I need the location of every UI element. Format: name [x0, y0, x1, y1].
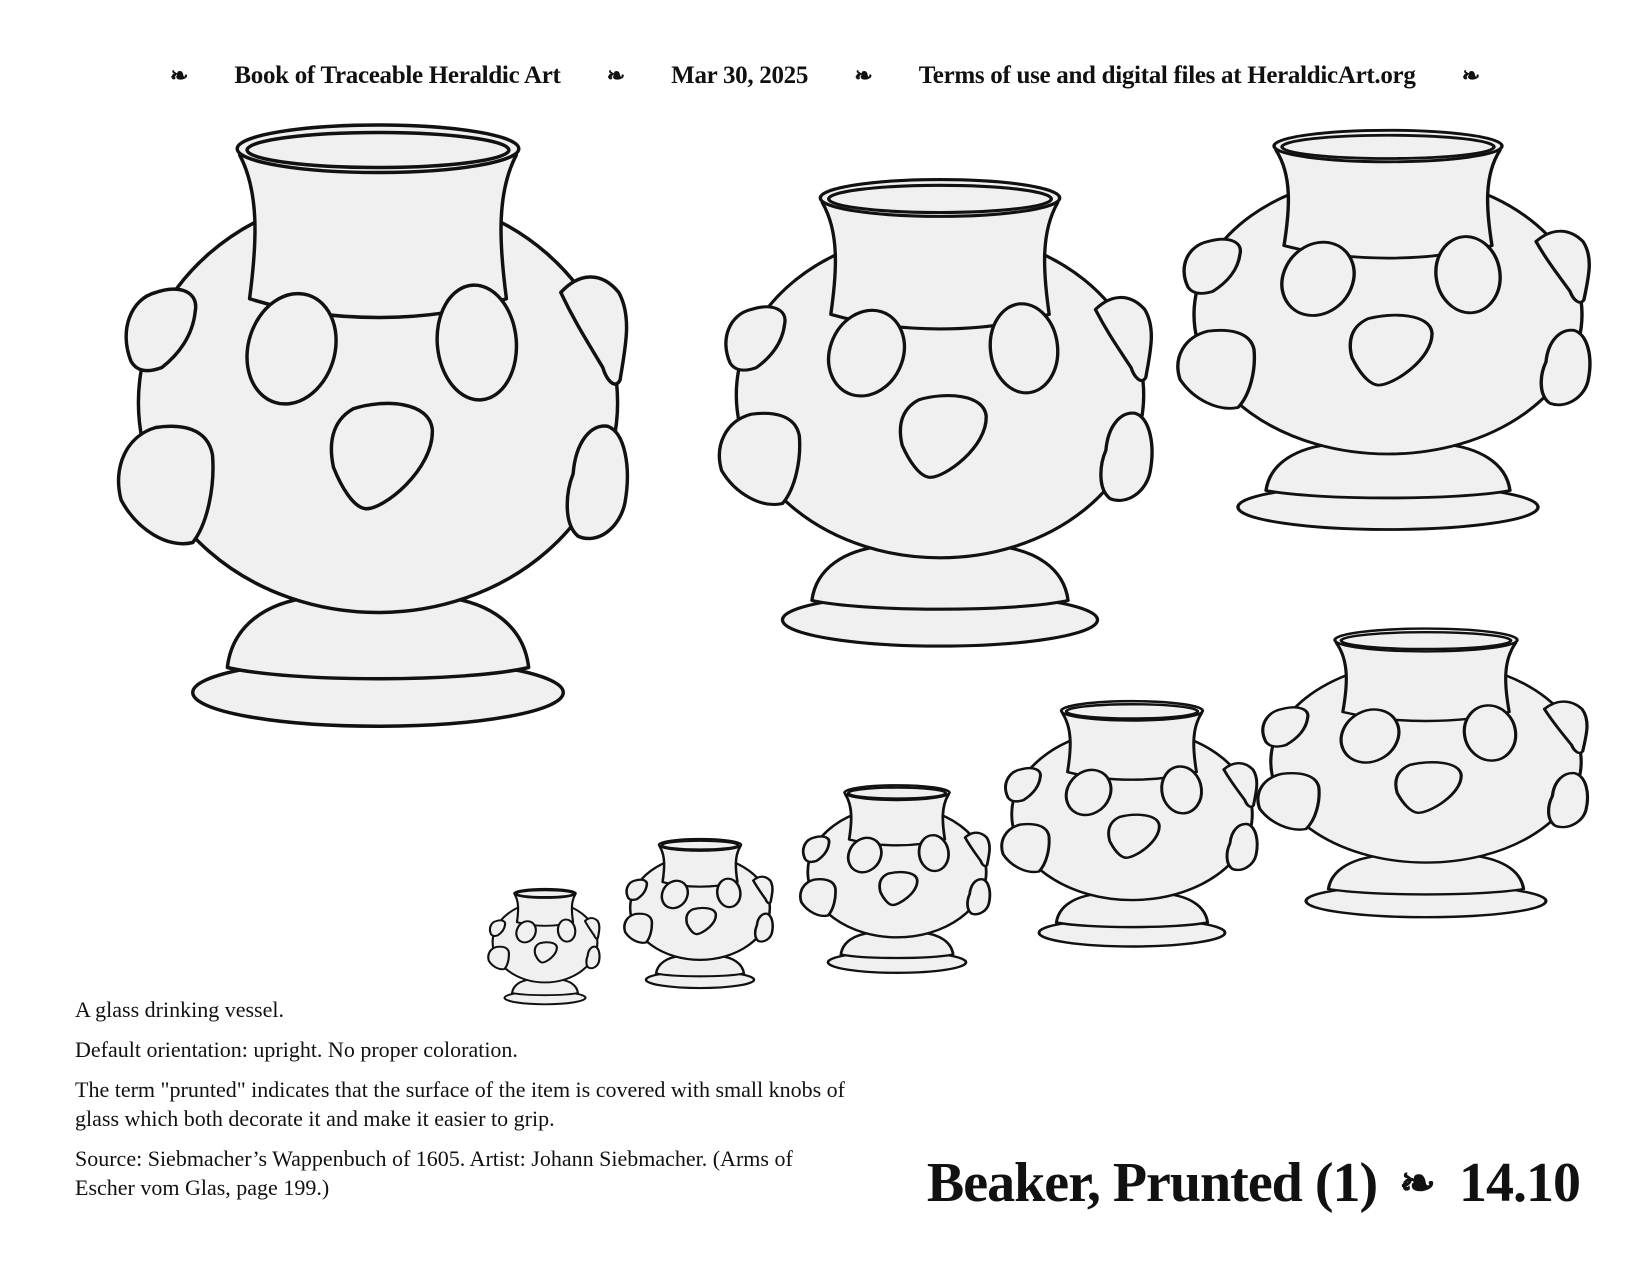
beaker-upper-right	[1178, 130, 1590, 529]
fleuron-icon: ❧	[854, 63, 873, 88]
fleuron-icon: ❧	[170, 63, 189, 88]
fleuron-icon: ❧	[1461, 63, 1480, 88]
beaker-upper-middle	[719, 180, 1152, 647]
terms-of-use: Terms of use and digital files at HeraldicArt.org	[918, 62, 1416, 89]
beaker-large	[119, 125, 628, 726]
beaker-lower-right	[1258, 629, 1588, 918]
orientation-note: Default orientation: upright. No proper coloration.	[75, 1037, 518, 1062]
book-title: Book of Traceable Heraldic Art	[234, 62, 561, 89]
beaker-smaller	[624, 839, 772, 988]
beaker-small	[800, 785, 990, 973]
beaker-medium	[1002, 701, 1257, 946]
description	[75, 995, 855, 1213]
prunted-definition: The term "prunted" indicates that the surface of the item is covered with small knobs of glass which both decorate it and make it easier to grip.	[75, 1077, 846, 1131]
publication-date: Mar 30, 2025	[671, 62, 809, 89]
title-number: 14.10	[1459, 1152, 1580, 1214]
fleuron-icon: ❧	[1399, 1158, 1435, 1208]
description-line: A glass drinking vessel.	[75, 997, 284, 1022]
page-title	[927, 1148, 1580, 1218]
title-name: Beaker, Prunted (1)	[926, 1152, 1378, 1214]
beaker-smallest	[488, 889, 599, 1004]
source-note: Source: Siebmacher’s Wappenbuch of 1605. Artist: Johann Siebmacher. (Arms of Escher vom Glas, page 199.)	[75, 1146, 793, 1200]
fleuron-icon: ❧	[606, 63, 625, 88]
